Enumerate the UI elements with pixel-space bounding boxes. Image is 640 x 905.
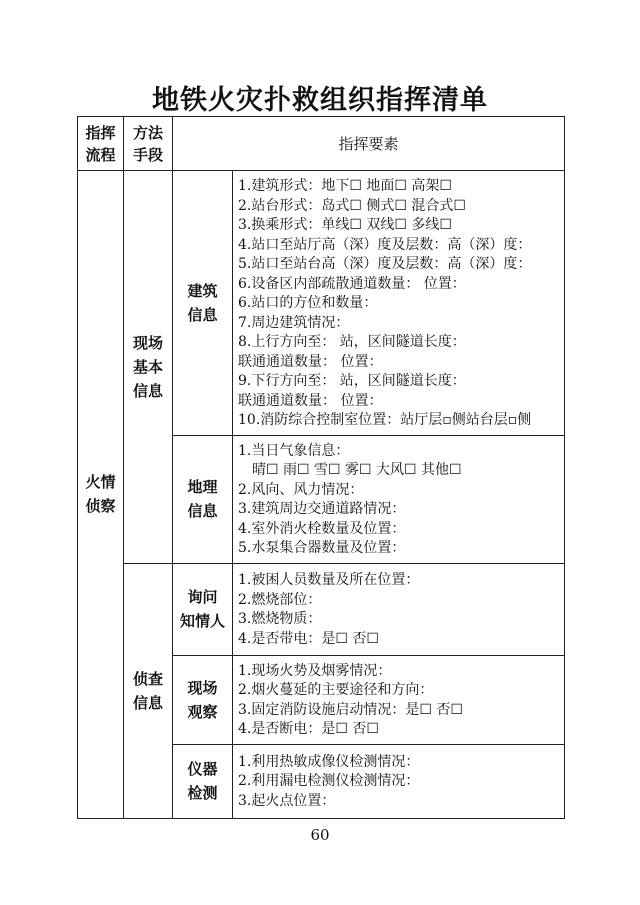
building-line: 10.消防综合控制室位置：站厅层▫侧站台层▫侧 xyxy=(238,412,532,428)
inquiry-line: 1.被困人员数量及所在位置： xyxy=(238,572,420,588)
inquiry-content xyxy=(233,563,565,655)
label-instrument-detection: 仪器 检测 xyxy=(173,744,233,818)
geography-line: 1.当日气象信息： xyxy=(238,442,350,459)
row-inquiry xyxy=(78,563,565,655)
instrument-line: 2.利用漏电检测仪检测情况： xyxy=(238,773,420,790)
label-geography-info: 地理 信息 xyxy=(173,435,233,563)
label-onsite-observation: 现场 观察 xyxy=(173,655,233,744)
building-line: 6.设备区内部疏散通道数量： 位置： xyxy=(238,275,466,292)
row-building-info xyxy=(78,171,565,436)
building-info-content xyxy=(233,171,565,436)
header-process: 指挥 流程 xyxy=(78,117,124,171)
label-building-info: 建筑 信息 xyxy=(173,171,233,436)
onsite-line: 1.现场火势及烟雾情况： xyxy=(238,662,392,679)
inquiry-line: 2.燃烧部位： xyxy=(238,591,322,608)
building-line: 8.上行方向至： 站，区间隧道长度： xyxy=(238,334,466,350)
building-line: 1.建筑形式：地下☐ 地面☐ 高架☐ xyxy=(238,178,452,194)
building-line: 5.站口至站台高（深）度及层数：高（深）度： xyxy=(238,256,532,272)
geography-info-content xyxy=(233,435,565,563)
geography-line: 4.室外消火栓数量及位置： xyxy=(238,520,406,537)
header-elements: 指挥要素 xyxy=(173,117,565,171)
instrument-detection-content xyxy=(233,744,565,818)
building-line: 6.站口的方位和数量： xyxy=(238,295,378,311)
building-line: 7.周边建筑情况： xyxy=(238,314,350,331)
building-line: 联通通道数量： 位置： xyxy=(238,353,383,370)
onsite-line: 3.固定消防设施启动情况：是☐ 否☐ xyxy=(238,701,463,718)
header-row xyxy=(78,117,565,171)
building-line: 2.站台形式：岛式☐ 侧式☐ 混合式☐ xyxy=(238,197,466,214)
instrument-line: 1.利用热敏成像仪检测情况： xyxy=(238,753,420,770)
geography-line: 2.风向、风力情况： xyxy=(238,481,364,498)
geography-line: 5.水泵集合器数量及位置： xyxy=(238,540,406,556)
building-line: 4.站口至站厅高（深）度及层数：高（深）度： xyxy=(238,236,532,253)
command-checklist-table xyxy=(77,116,565,819)
geography-line: 晴☐ 雨☐ 雪☐ 雾☐ 大风☐ 其他☐ xyxy=(252,462,462,478)
page-number: 60 xyxy=(310,826,330,844)
stage-fire-recon: 火情 侦察 xyxy=(78,171,124,819)
building-line: 联通通道数量： 位置： xyxy=(238,392,383,409)
label-inquiry: 询问 知情人 xyxy=(173,563,233,655)
geography-line: 3.建筑周边交通道路情况： xyxy=(238,501,406,517)
building-line: 3.换乘形式：单线☐ 双线☐ 多线☐ xyxy=(238,217,452,233)
page-title: 地铁火灾扑救组织指挥清单 xyxy=(152,85,488,116)
onsite-line: 2.烟火蔓延的主要途径和方向： xyxy=(238,682,434,698)
inquiry-line: 3.燃烧物质： xyxy=(238,611,322,627)
onsite-observation-content xyxy=(233,655,565,744)
instrument-line: 3.起火点位置： xyxy=(238,792,336,809)
onsite-line: 4.是否断电：是☐ 否☐ xyxy=(238,721,379,737)
building-line: 9.下行方向至： 站，区间隧道长度： xyxy=(238,373,466,389)
header-method: 方法 手段 xyxy=(124,117,173,171)
group-basic-info: 现场 基本 信息 xyxy=(124,171,173,564)
inquiry-line: 4.是否带电：是☐ 否☐ xyxy=(238,630,379,647)
group-recon-info: 侦查 信息 xyxy=(124,563,173,818)
